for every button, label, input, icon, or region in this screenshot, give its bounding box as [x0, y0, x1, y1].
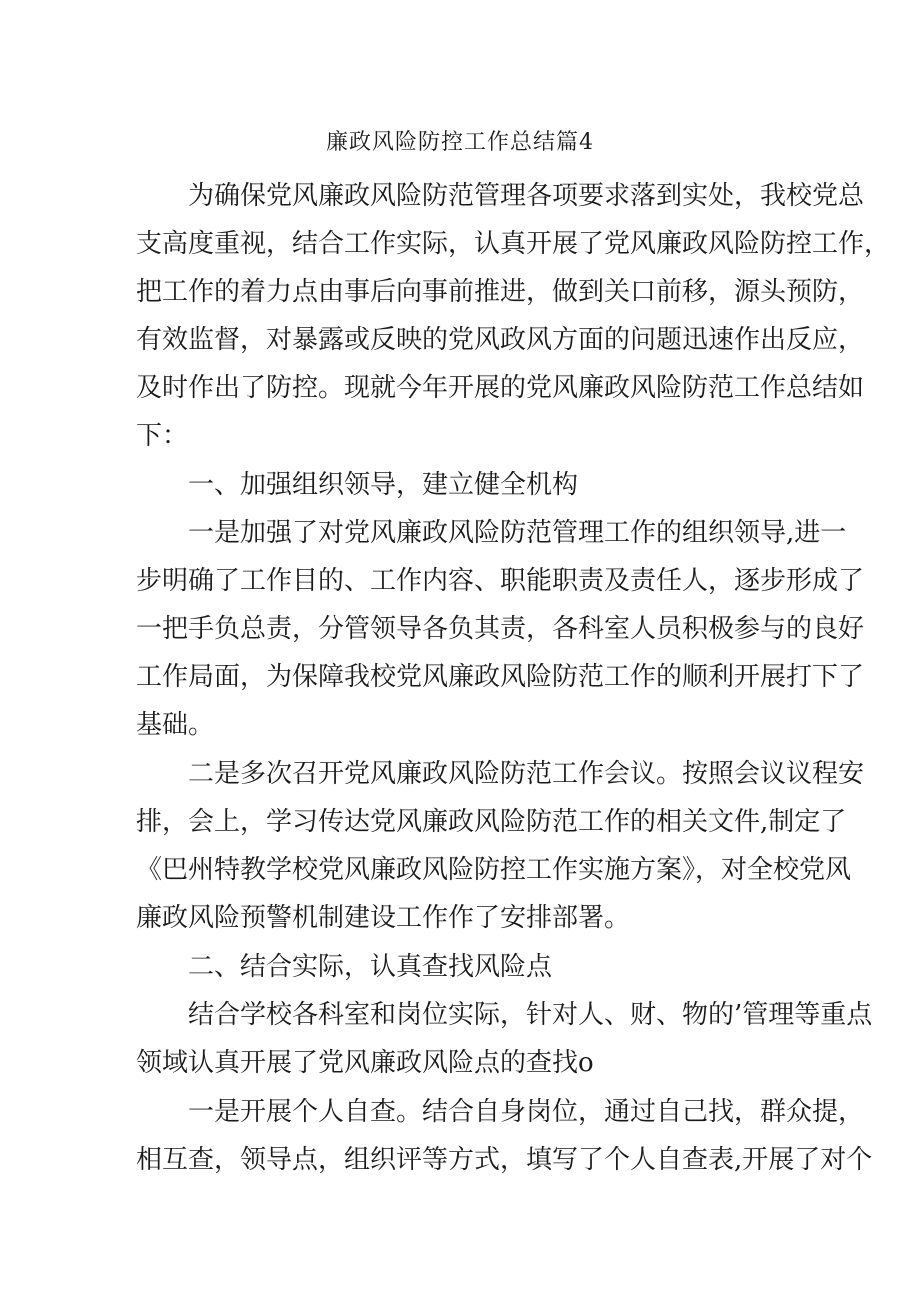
- paragraph-line: 排，会上，学习传达党风廉政风险防范工作的相关文件,制定了: [136, 807, 847, 837]
- paragraph-line: 一是加强了对党风廉政风险防范管理工作的组织领导,进一: [188, 518, 847, 548]
- paragraph-line: 《巴州特教学校党风廉政风险防控工作实施方案》，对全校党风: [136, 855, 852, 885]
- document-title: 廉政风险防控工作总结篇4: [326, 130, 594, 155]
- paragraph-line: 廉政风险预警机制建设工作作了安排部署。: [136, 903, 631, 933]
- paragraph-line: 步明确了工作目的、工作内容、职能职责及责任人，逐步形成了: [136, 566, 865, 596]
- section-heading: 一、加强组织领导，建立健全机构: [188, 470, 579, 500]
- paragraph-line: 支高度重视，结合工作实际，认真开展了党风廉政风险防控工作，: [136, 229, 891, 259]
- paragraph-line: 相互查，领导点，组织评等方式，填写了个人自查表,开展了对个: [136, 1145, 873, 1175]
- paragraph-line: 领域认真开展了党风廉政风险点的查找o: [136, 1048, 594, 1078]
- paragraph-line: 下：: [136, 421, 189, 451]
- paragraph-line: 及时作出了防控。现就今年开展的党风廉政风险防范工作总结如: [136, 373, 865, 403]
- paragraph-line: 一是开展个人自查。结合自身岗位，通过自己找，群众提，: [188, 1097, 865, 1127]
- paragraph-line: 二是多次召开党风廉政风险防范工作会议。按照会议议程安: [188, 759, 865, 789]
- paragraph-line: 有效监督，对暴露或反映的党风政风方面的问题迅速作出反应，: [136, 325, 865, 355]
- paragraph-line: 工作局面，为保障我校党风廉政风险防范工作的顺利开展打下了: [136, 662, 865, 692]
- paragraph-line: 为确保党风廉政风险防范管理各项要求落到实处，我校党总: [188, 181, 865, 211]
- paragraph-line: 基础。: [136, 710, 215, 740]
- paragraph-line: 结合学校各科室和岗位实际，针对人、财、物的’管理等重点: [188, 1000, 873, 1030]
- paragraph-line: 一把手负总责，分管领导各负其责，各科室人员积极参与的良好: [136, 614, 865, 644]
- section-heading: 二、结合实际，认真查找风险点: [188, 952, 553, 982]
- paragraph-line: 把工作的着力点由事后向事前推进，做到关口前移，源头预防，: [136, 277, 865, 307]
